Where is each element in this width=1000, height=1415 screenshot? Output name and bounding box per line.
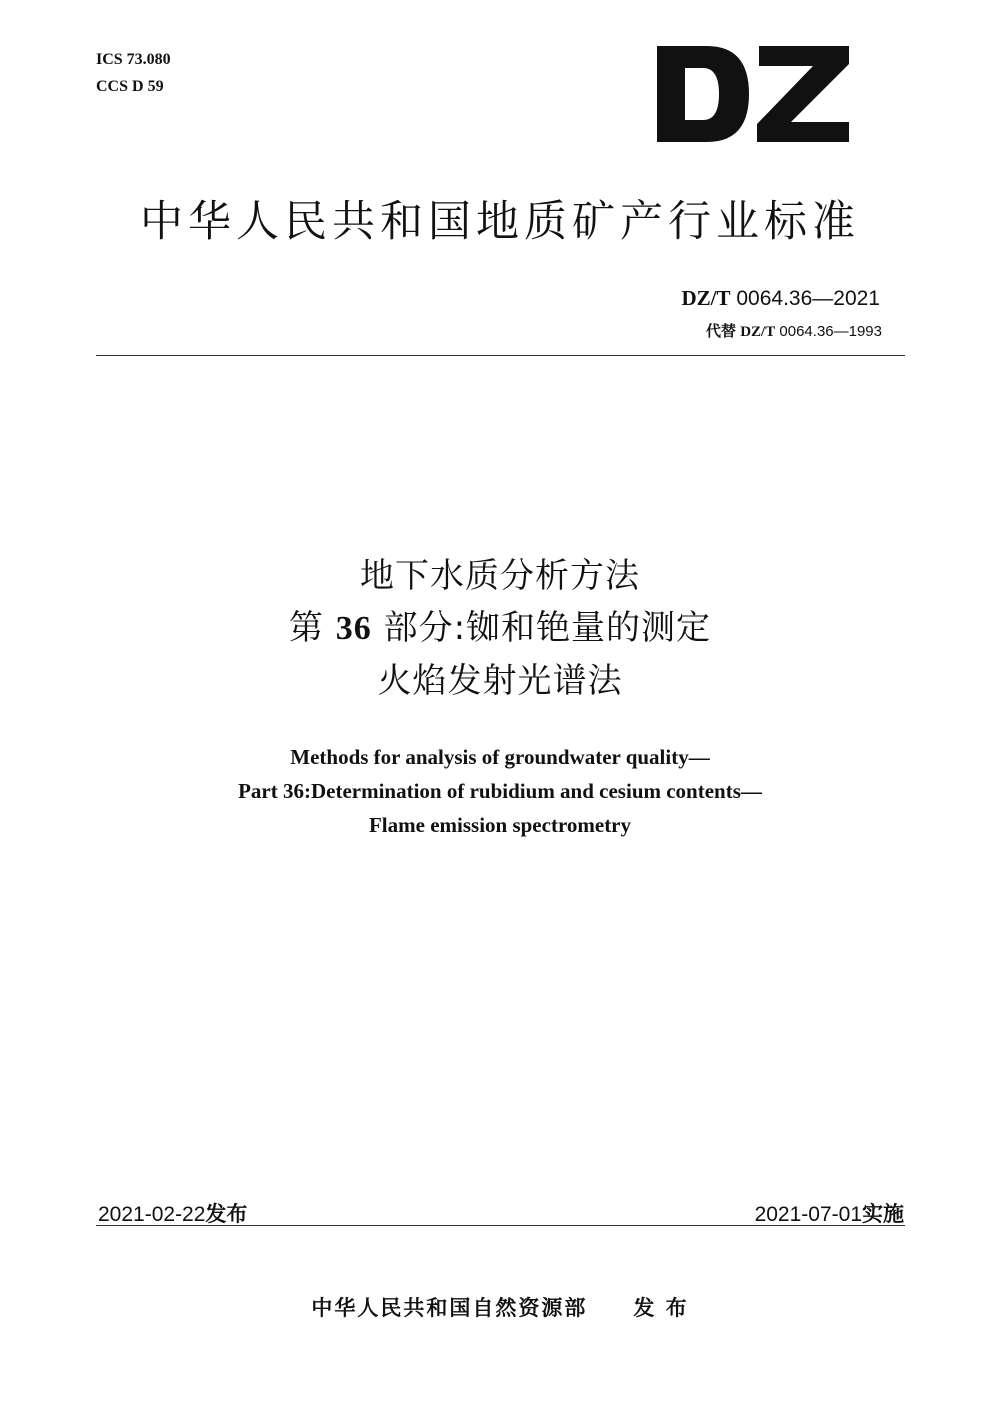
ccs-code: CCS D 59 <box>96 78 164 95</box>
chinese-title-line3: 火焰发射光谱法 <box>377 661 623 701</box>
issuer-name: 中华人民共和国自然资源部 <box>311 1296 588 1320</box>
issuer <box>0 1292 1000 1322</box>
issuer-action: 发 布 <box>633 1296 689 1320</box>
dz-logo <box>655 46 851 142</box>
english-title-line2: Part 36:Determination of rubidium and cesium contents— <box>238 779 762 803</box>
standard-number-prefix: DZ/T <box>681 286 731 310</box>
main-title: 中华人民共和国地质矿产行业标准 <box>140 197 860 247</box>
implement-date-value: 2021-07-01 <box>754 1203 862 1226</box>
classification-codes <box>96 46 171 100</box>
replace-value: 0064.36—1993 <box>779 323 882 340</box>
replace-prefix: DZ/T <box>740 324 776 340</box>
part-number: 36 <box>335 610 372 647</box>
logo-letter-d <box>657 46 749 142</box>
replace-label: 代替 <box>706 322 737 340</box>
chinese-title <box>0 550 1000 707</box>
chinese-title-line1: 地下水质分析方法 <box>360 556 640 596</box>
publish-date <box>98 1198 247 1228</box>
publish-label: 发布 <box>205 1202 248 1226</box>
english-title <box>0 740 1000 842</box>
ics-code: ICS 73.080 <box>96 51 171 68</box>
chinese-title-line2 <box>0 602 1000 655</box>
standard-number-value: 0064.36—2021 <box>736 287 880 310</box>
footer-divider <box>96 1225 905 1226</box>
publish-date-value: 2021-02-22 <box>98 1203 206 1226</box>
logo-letter-z <box>757 46 849 142</box>
part-label: 第 <box>288 608 324 648</box>
replaced-standard <box>706 320 882 341</box>
part-title: 部分:铷和铯量的测定 <box>383 608 712 648</box>
implement-date <box>755 1198 904 1228</box>
standard-number <box>682 286 881 311</box>
header-divider <box>96 355 905 356</box>
logo-text: DZ <box>655 46 657 47</box>
english-title-line1: Methods for analysis of groundwater quality— <box>290 745 710 769</box>
english-title-line3: Flame emission spectrometry <box>368 813 632 837</box>
implement-label: 实施 <box>862 1202 904 1226</box>
